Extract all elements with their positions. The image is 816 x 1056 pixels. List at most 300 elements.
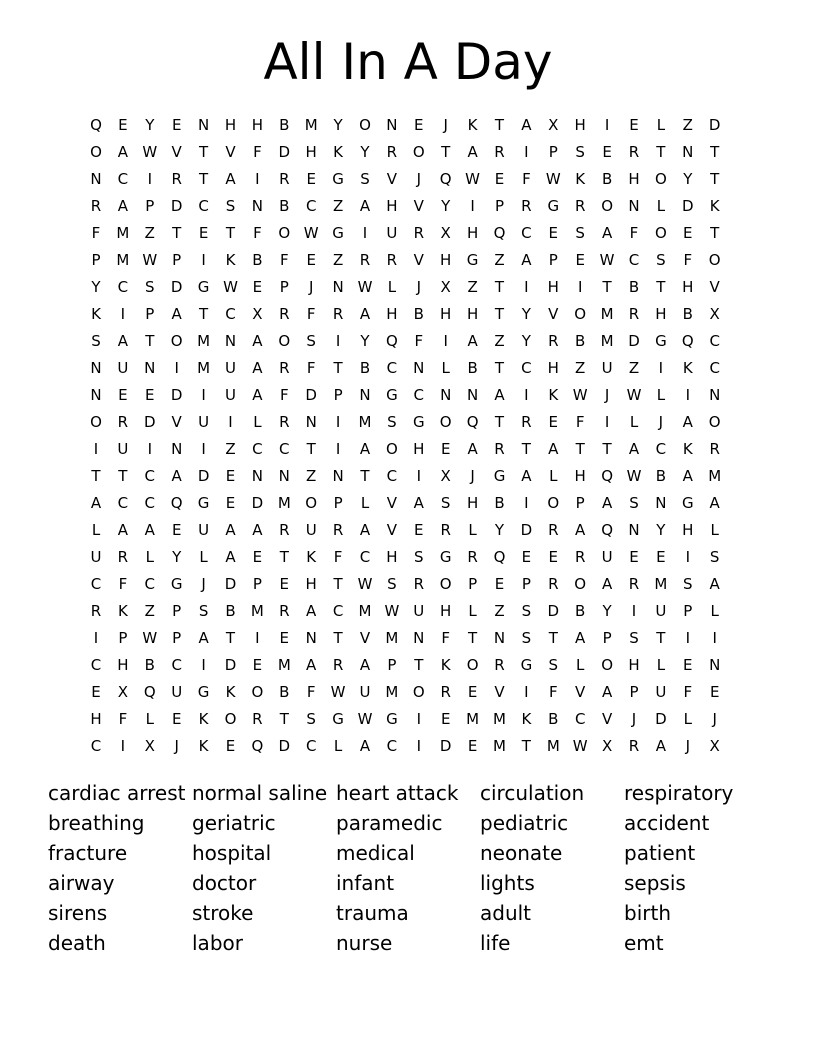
grid-letter: A <box>144 521 155 539</box>
grid-letter: C <box>252 440 263 458</box>
grid-letter: E <box>225 467 236 485</box>
grid-letter: R <box>413 224 425 242</box>
grid-letter: G <box>493 467 506 485</box>
grid-letter: F <box>629 224 639 242</box>
grid-letter: D <box>170 386 183 404</box>
grid-letter: D <box>278 737 291 755</box>
grid-letter: T <box>656 278 666 296</box>
grid-letter: U <box>117 440 129 458</box>
grid-letter: A <box>521 116 532 134</box>
grid-letter: B <box>655 467 667 485</box>
grid-letter: M <box>493 710 506 728</box>
grid-letter: C <box>279 440 290 458</box>
grid-letter: K <box>198 710 209 728</box>
grid-letter: W <box>142 251 158 269</box>
grid-letter: E <box>602 143 612 161</box>
grid-letter: K <box>91 305 101 323</box>
grid-letter: N <box>278 467 290 485</box>
grid-letter: A <box>575 521 586 539</box>
grid-letter: R <box>279 305 290 323</box>
grid-letter: P <box>387 656 397 674</box>
grid-row <box>84 383 732 410</box>
grid-row <box>84 734 732 761</box>
grid-letter: F <box>118 575 128 593</box>
grid-letter: R <box>628 305 640 323</box>
grid-letter: K <box>117 602 128 620</box>
grid-letter: Z <box>575 359 586 377</box>
grid-letter: I <box>120 305 126 323</box>
grid-letter: D <box>655 710 667 728</box>
grid-letter: U <box>117 359 129 377</box>
grid-letter: G <box>466 251 479 269</box>
grid-letter: W <box>357 710 373 728</box>
grid-letter: A <box>548 440 559 458</box>
grid-letter: K <box>521 710 532 728</box>
grid-letter: O <box>412 683 425 701</box>
word-list-item: birth <box>624 901 671 925</box>
grid-letter: C <box>117 278 129 296</box>
grid-letter: W <box>357 278 373 296</box>
grid-letter: A <box>601 494 613 512</box>
grid-letter: M <box>304 116 318 134</box>
grid-row <box>84 221 732 248</box>
grid-letter: X <box>709 305 720 323</box>
grid-letter: X <box>440 224 451 242</box>
grid-letter: T <box>333 575 343 593</box>
puzzle-title: All In A Day <box>263 33 553 91</box>
grid-letter: R <box>628 737 640 755</box>
word-list-item: neonate <box>480 841 563 865</box>
grid-letter: I <box>147 440 153 458</box>
grid-letter: R <box>494 440 505 458</box>
grid-letter: R <box>332 521 344 539</box>
grid-letter: M <box>466 710 480 728</box>
grid-letter: R <box>548 521 559 539</box>
grid-letter: M <box>358 602 372 620</box>
grid-letter: E <box>548 224 559 242</box>
grid-letter: M <box>493 737 506 755</box>
grid-letter: T <box>414 656 424 674</box>
word-list-item: fracture <box>48 841 128 865</box>
grid-letter: I <box>470 197 475 215</box>
grid-letter: T <box>494 116 505 134</box>
grid-letter: Q <box>601 521 613 539</box>
grid-letter: Y <box>521 332 531 350</box>
grid-letter: U <box>225 359 236 377</box>
grid-letter: F <box>306 359 316 377</box>
grid-letter: H <box>305 143 317 161</box>
grid-letter: R <box>359 251 371 269</box>
grid-letter: Y <box>521 305 531 323</box>
grid-letter: S <box>387 575 397 593</box>
grid-letter: Y <box>494 521 505 539</box>
grid-letter: E <box>548 413 559 431</box>
grid-letter: A <box>467 143 478 161</box>
grid-letter: K <box>682 359 693 377</box>
grid-letter: A <box>117 197 129 215</box>
grid-letter: I <box>201 440 206 458</box>
grid-letter: C <box>117 170 129 188</box>
grid-letter: Y <box>333 116 343 134</box>
grid-letter: F <box>683 683 693 701</box>
grid-letter: F <box>118 710 128 728</box>
grid-letter: F <box>306 683 316 701</box>
word-list-item: doctor <box>192 871 257 895</box>
grid-letter: S <box>306 710 316 728</box>
grid-letter: S <box>629 494 639 512</box>
grid-letter: B <box>682 305 693 323</box>
grid-letter: T <box>199 143 209 161</box>
grid-letter: C <box>359 548 371 566</box>
grid-letter: N <box>144 359 156 377</box>
grid-letter: K <box>575 170 586 188</box>
grid-letter: N <box>628 521 640 539</box>
grid-letter: H <box>628 656 640 674</box>
grid-letter: R <box>440 683 451 701</box>
grid-letter: X <box>709 737 720 755</box>
grid-letter: I <box>174 359 179 377</box>
grid-letter: E <box>494 170 505 188</box>
grid-letter: G <box>197 278 210 296</box>
grid-letter: M <box>116 251 130 269</box>
grid-letter: U <box>305 521 317 539</box>
grid-letter: P <box>548 251 558 269</box>
grid-letter: H <box>628 170 640 188</box>
grid-letter: I <box>416 737 422 755</box>
word-list-item: patient <box>624 841 696 865</box>
grid-letter: F <box>522 170 531 188</box>
grid-letter: L <box>710 521 719 539</box>
grid-letter: T <box>602 278 612 296</box>
grid-letter: C <box>305 737 317 755</box>
grid-letter: I <box>255 629 260 647</box>
grid-letter: T <box>575 440 585 458</box>
grid-letter: A <box>521 467 532 485</box>
grid-letter: H <box>682 521 694 539</box>
grid-letter: P <box>279 278 289 296</box>
grid-letter: E <box>118 386 128 404</box>
grid-letter: D <box>170 197 183 215</box>
grid-row <box>84 248 732 275</box>
grid-letter: G <box>681 494 694 512</box>
grid-letter: Y <box>656 521 666 539</box>
grid-letter: E <box>709 683 720 701</box>
grid-letter: N <box>628 197 640 215</box>
grid-letter: B <box>279 116 290 134</box>
grid-letter: O <box>90 143 102 161</box>
grid-letter: A <box>306 656 317 674</box>
grid-letter: E <box>306 251 316 269</box>
grid-letter: B <box>279 197 290 215</box>
grid-letter: S <box>575 143 585 161</box>
grid-row <box>84 437 732 464</box>
grid-letter: A <box>575 629 586 647</box>
grid-letter: H <box>547 359 559 377</box>
grid-letter: C <box>709 359 720 377</box>
grid-letter: C <box>171 656 182 674</box>
grid-letter: T <box>494 413 505 431</box>
grid-letter: O <box>385 440 398 458</box>
grid-letter: A <box>225 170 236 188</box>
grid-letter: R <box>494 656 505 674</box>
grid-letter: D <box>224 575 237 593</box>
grid-letter: A <box>359 656 371 674</box>
grid-letter: L <box>360 494 370 512</box>
grid-letter: H <box>682 278 694 296</box>
grid-letter: B <box>359 359 371 377</box>
grid-letter: P <box>602 629 612 647</box>
grid-letter: S <box>387 413 397 431</box>
grid-letter: A <box>709 494 720 512</box>
grid-letter: K <box>548 386 559 404</box>
grid-letter: O <box>412 143 425 161</box>
grid-letter: C <box>117 494 129 512</box>
grid-letter: A <box>252 521 263 539</box>
grid-letter: G <box>332 224 344 242</box>
grid-letter: E <box>198 224 209 242</box>
grid-letter: I <box>658 359 664 377</box>
word-list-item: paramedic <box>336 811 443 835</box>
grid-letter: I <box>362 224 368 242</box>
grid-letter: N <box>493 629 506 647</box>
grid-letter: K <box>709 197 720 215</box>
grid-letter: J <box>308 278 314 296</box>
grid-letter: M <box>385 683 399 701</box>
grid-letter: T <box>225 224 236 242</box>
grid-letter: U <box>413 602 425 620</box>
grid-letter: M <box>546 737 560 755</box>
grid-row <box>84 356 732 383</box>
grid-letter: P <box>494 197 505 215</box>
grid-letter: M <box>600 305 614 323</box>
grid-letter: C <box>574 710 586 728</box>
grid-letter: E <box>306 170 316 188</box>
grid-letter: R <box>279 413 290 431</box>
grid-letter: K <box>682 440 693 458</box>
grid-letter: A <box>359 521 371 539</box>
grid-letter: T <box>602 440 612 458</box>
grid-letter: B <box>548 710 559 728</box>
grid-letter: S <box>521 602 532 620</box>
grid-letter: N <box>90 386 102 404</box>
grid-letter: H <box>466 305 479 323</box>
grid-letter: P <box>172 629 182 647</box>
grid-letter: Q <box>681 332 694 350</box>
grid-letter: I <box>524 494 529 512</box>
grid-letter: V <box>575 683 586 701</box>
word-list-item: emt <box>624 931 664 955</box>
grid-letter: Q <box>170 494 183 512</box>
grid-letter: L <box>576 656 585 674</box>
grid-letter: R <box>467 548 478 566</box>
grid-letter: D <box>197 467 210 485</box>
grid-letter: E <box>225 737 236 755</box>
grid-letter: I <box>416 467 422 485</box>
grid-letter: X <box>548 116 559 134</box>
grid-letter: A <box>225 521 236 539</box>
grid-letter: L <box>387 278 397 296</box>
grid-letter: C <box>655 440 667 458</box>
grid-letter: Z <box>225 440 236 458</box>
grid-letter: E <box>171 710 182 728</box>
grid-letter: C <box>305 197 317 215</box>
grid-letter: A <box>359 197 371 215</box>
grid-letter: O <box>278 224 291 242</box>
grid-letter: C <box>709 332 720 350</box>
grid-letter: I <box>443 332 448 350</box>
grid-letter: H <box>117 656 129 674</box>
grid-letter: B <box>494 494 505 512</box>
grid-letter: A <box>682 413 693 431</box>
grid-letter: L <box>468 602 477 620</box>
grid-letter: A <box>413 494 424 512</box>
grid-letter: O <box>251 683 264 701</box>
grid-letter: A <box>682 467 693 485</box>
grid-letter: G <box>655 332 667 350</box>
grid-letter: L <box>199 548 208 566</box>
grid-letter: E <box>171 116 182 134</box>
grid-letter: R <box>171 170 182 188</box>
grid-letter: N <box>682 143 694 161</box>
word-list <box>48 778 788 958</box>
grid-letter: Z <box>332 251 344 269</box>
grid-letter: I <box>335 332 341 350</box>
grid-letter: I <box>120 737 126 755</box>
grid-letter: A <box>171 305 182 323</box>
grid-letter: Y <box>441 197 451 215</box>
word-list-item: pediatric <box>480 811 569 835</box>
grid-letter: T <box>468 629 478 647</box>
grid-letter: E <box>225 494 236 512</box>
grid-letter: R <box>548 332 559 350</box>
grid-letter: B <box>628 278 640 296</box>
grid-letter: W <box>626 386 642 404</box>
grid-letter: D <box>628 332 640 350</box>
grid-letter: T <box>279 548 289 566</box>
grid-letter: E <box>118 116 128 134</box>
grid-letter: Q <box>493 548 506 566</box>
grid-row <box>84 410 732 437</box>
grid-letter: I <box>685 629 691 647</box>
word-list-item: sirens <box>48 901 108 925</box>
grid-letter: L <box>656 656 666 674</box>
grid-letter: A <box>252 386 263 404</box>
grid-letter: D <box>708 116 721 134</box>
grid-letter: C <box>144 494 156 512</box>
grid-letter: V <box>413 197 424 215</box>
grid-letter: V <box>225 143 236 161</box>
grid-letter: G <box>520 656 533 674</box>
grid-letter: M <box>708 467 722 485</box>
grid-letter: X <box>601 737 613 755</box>
grid-letter: Q <box>493 224 506 242</box>
grid-letter: F <box>253 224 262 242</box>
word-list-item: death <box>48 931 106 955</box>
grid-letter: W <box>626 467 642 485</box>
grid-letter: A <box>252 332 263 350</box>
grid-letter: C <box>90 575 102 593</box>
grid-letter: A <box>601 224 613 242</box>
grid-letter: I <box>524 386 529 404</box>
grid-letter: W <box>303 224 319 242</box>
grid-letter: A <box>117 521 129 539</box>
grid-letter: J <box>658 413 664 431</box>
grid-letter: I <box>255 170 260 188</box>
grid-letter: M <box>197 359 211 377</box>
grid-letter: S <box>145 278 155 296</box>
grid-letter: R <box>117 413 129 431</box>
grid-row <box>84 653 732 680</box>
grid-letter: A <box>171 467 182 485</box>
grid-letter: N <box>171 440 183 458</box>
grid-letter: D <box>439 737 452 755</box>
grid-letter: R <box>90 197 102 215</box>
grid-letter: T <box>710 224 720 242</box>
word-list-item: accident <box>624 811 710 835</box>
grid-letter: S <box>548 656 559 674</box>
grid-letter: P <box>575 494 585 512</box>
grid-letter: R <box>413 575 425 593</box>
grid-letter: B <box>575 602 586 620</box>
grid-letter: E <box>575 251 585 269</box>
grid-letter: C <box>90 737 102 755</box>
grid-letter: N <box>413 359 425 377</box>
grid-letter: H <box>574 467 586 485</box>
grid-letter: P <box>548 143 558 161</box>
grid-letter: A <box>601 683 613 701</box>
grid-letter: X <box>252 305 263 323</box>
grid-letter: W <box>572 737 588 755</box>
grid-letter: I <box>416 710 422 728</box>
grid-letter: G <box>197 683 210 701</box>
grid-letter: C <box>521 359 532 377</box>
grid-letter: P <box>468 575 478 593</box>
grid-letter: R <box>279 170 290 188</box>
grid-letter: D <box>144 413 156 431</box>
grid-letter: O <box>708 413 721 431</box>
grid-letter: Z <box>494 251 505 269</box>
grid-letter: M <box>250 602 264 620</box>
grid-letter: P <box>683 602 693 620</box>
grid-letter: T <box>441 143 451 161</box>
grid-letter: T <box>145 332 155 350</box>
grid-letter: D <box>520 521 533 539</box>
grid-letter: R <box>440 521 451 539</box>
grid-letter: F <box>414 332 424 350</box>
grid-letter: N <box>332 278 344 296</box>
word-list-item: geriatric <box>192 811 276 835</box>
grid-letter: N <box>466 386 479 404</box>
grid-letter: U <box>225 386 236 404</box>
grid-letter: O <box>654 170 667 188</box>
grid-row <box>84 491 732 518</box>
grid-letter: Y <box>602 602 612 620</box>
word-list-item: hospital <box>192 841 272 865</box>
grid-letter: W <box>223 278 238 296</box>
grid-letter: Y <box>683 170 693 188</box>
grid-letter: O <box>170 332 183 350</box>
grid-letter: T <box>225 629 236 647</box>
word-list-item: labor <box>192 931 243 955</box>
grid-letter: R <box>548 575 559 593</box>
grid-row <box>84 545 732 572</box>
grid-letter: M <box>116 224 130 242</box>
grid-letter: G <box>439 548 452 566</box>
grid-letter: M <box>277 494 291 512</box>
grid-letter: A <box>117 332 129 350</box>
grid-letter: O <box>547 494 560 512</box>
grid-letter: R <box>709 440 720 458</box>
